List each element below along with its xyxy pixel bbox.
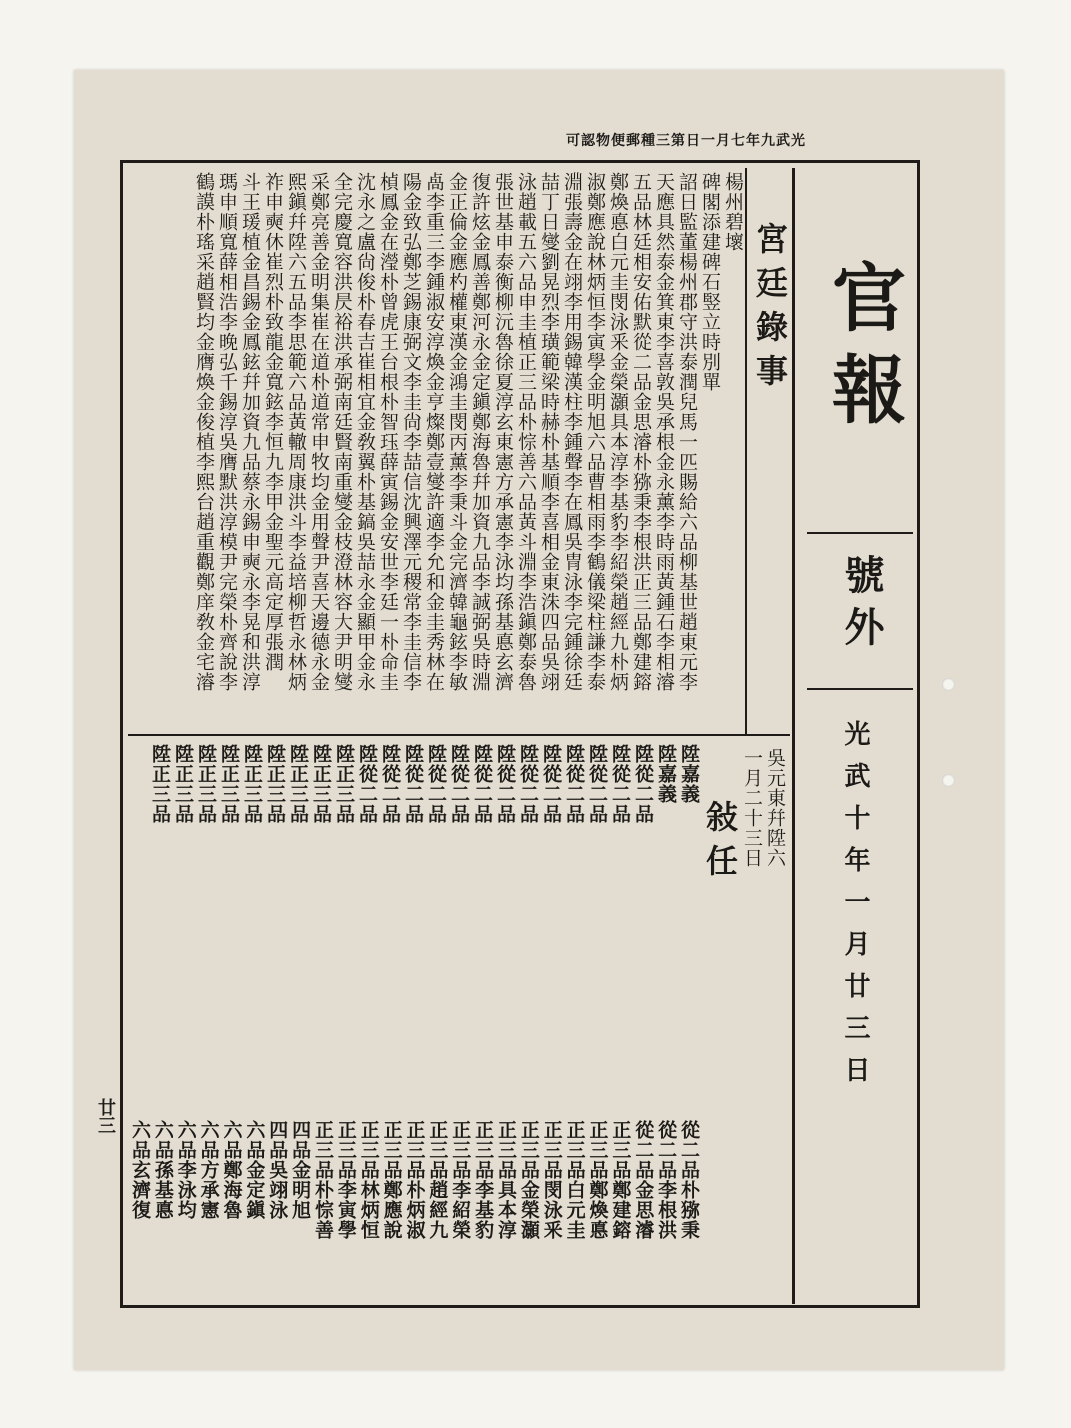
rank-promotion-column: 陞正三品 (310, 744, 332, 824)
court-text-column: 熙鎭幷陞六五品李思範六品黃轍周康洪斗李益培柳哲永林炳 (285, 172, 307, 692)
court-text-column: 卨李重三李鍾淑安淳煥金亨燦鄭壹燮許適李允和金圭秀林在 (423, 172, 445, 692)
court-text-column: 淑鄭應說林炳恒李寅學金明旭六品曹相雨李鶴儀梁柱謙李泰 (584, 172, 606, 692)
rank-appointee-column: 正三品林炳恒 (357, 1120, 380, 1240)
court-text-column: 鄭煥悳白元圭閔泳釆金榮灝具本淳李基豹李紹榮趙經九朴炳 (607, 172, 629, 692)
rank-appointee-columns (128, 1120, 700, 1300)
rank-appointee-column: 六品鄭海魯 (220, 1120, 243, 1220)
punch-holes (942, 678, 966, 798)
rank-promotion-column: 陞正三品 (195, 744, 217, 824)
issue-date: 光武十年一月廿三日 (840, 720, 870, 1098)
appointment-date-column: 吳元東幷陞六 (764, 748, 786, 868)
rank-promotion-columns (128, 744, 700, 844)
court-text-column: 喆丁日燮劉晃烈李璜範梁時赫朴基順李喜相金東洙四品吳翊 (538, 172, 560, 692)
appointment-date-column: 一月二十三日 (741, 748, 763, 868)
rank-appointee-column: 從二品金思濬 (632, 1120, 655, 1240)
court-text-column: 瑪申順寬薛相浩李晚弘千錫淳吳膺默洪淳模尹完榮朴齊說李 (216, 172, 238, 692)
rank-appointee-column: 六品方承憲 (197, 1120, 220, 1220)
section-divider-horizontal (128, 734, 790, 736)
punch-hole (942, 774, 955, 787)
rank-appointee-column: 正三品鄭煥悳 (586, 1120, 609, 1240)
rank-appointee-column: 六品金定鎭 (243, 1120, 266, 1220)
rank-appointee-column: 正三品鄭應說 (380, 1120, 403, 1240)
masthead (792, 168, 910, 1304)
rank-appointee-column: 六品孫基悳 (151, 1120, 174, 1220)
rank-appointee-column: 六品玄濟復 (129, 1120, 151, 1220)
rank-appointee-column: 四品吳翊泳 (266, 1120, 289, 1220)
rank-promotion-column: 陞正三品 (333, 744, 355, 824)
rank-promotion-column: 陞從二品 (379, 744, 401, 824)
rank-appointee-column: 正三品李紹榮 (449, 1120, 472, 1240)
rank-promotion-column: 陞正三品 (241, 744, 263, 824)
rank-promotion-column: 陞從二品 (402, 744, 424, 824)
court-text-column: 楨鳳金在瀅朴曾虎王台根朴智珏薛寅錫金安世李廷一朴命圭 (377, 172, 399, 692)
court-text-column: 采鄭亮善金明集崔在道朴道常申牧均金用聲尹喜天邊德永金 (308, 172, 330, 692)
newspaper-title: 官報 (820, 259, 906, 443)
postal-permit-note: 光武九年七月一日第三種郵便物認可 (566, 133, 806, 149)
rank-promotion-column: 陞嘉義 (678, 744, 700, 804)
court-text-column: 楊州碧壞 (722, 172, 744, 252)
rank-appointee-column: 六品李泳均 (174, 1120, 197, 1220)
rank-appointee-column: 四品金明旭 (289, 1120, 312, 1220)
rank-promotion-column: 陞從二品 (540, 744, 562, 824)
rank-appointee-column: 正三品具本淳 (495, 1120, 517, 1240)
punch-hole (942, 678, 955, 691)
court-text-column: 陽金致弘鄭芝錫康弼文李圭尙李喆信沈興澤元稷常李圭信李 (400, 172, 422, 692)
rank-promotion-column: 陞從二品 (425, 744, 447, 824)
court-text-column: 泳趙載五六品申圭植正三品朴悰善六品黃斗淵李浩鎭鄭泰魯 (515, 172, 537, 692)
court-text-column: 斗王瑗植金昌錫金鳳鉉幷加資九品蔡永錫申奭永李晃和洪淳 (239, 172, 261, 692)
section-divider-vertical (745, 168, 747, 736)
rank-appointee-column: 正三品白元圭 (563, 1120, 586, 1240)
rank-promotion-column: 陞從二品 (448, 744, 470, 824)
rank-appointee-column: 正三品金榮灝 (517, 1120, 540, 1240)
rank-appointee-column: 正三品朴悰善 (312, 1120, 334, 1240)
rank-promotion-column: 陞從二品 (609, 744, 631, 824)
title-block (807, 172, 913, 534)
rank-appointee-column: 正三品李寅學 (334, 1120, 357, 1240)
rank-promotion-column: 陞從二品 (471, 744, 493, 824)
court-text-column: 五品林廷相安佑默從二品金思濬朴猕秉李根洪正三品鄭建鎔 (630, 172, 652, 692)
rank-appointee-column: 正三品閔泳釆 (540, 1120, 563, 1240)
court-text-column: 鶴謨朴瑤采趙賢均金膺煥金俊植李熙台趙重觀鄭庠敎金宅濬 (193, 172, 215, 692)
rank-promotion-column: 陞正三品 (287, 744, 309, 824)
rank-promotion-column: 陞從二品 (563, 744, 585, 824)
court-text-column: 淵張壽金在翊李用錫韓漢柱李鍾聲李在鳳吳冑泳李完鍾徐廷 (561, 172, 583, 692)
rank-promotion-column: 陞從二品 (586, 744, 608, 824)
issue-label: 號外 (838, 554, 885, 658)
court-text-column: 詔日監董楊州郡守洪泰潤兒馬一匹賜給六品柳基世趙東元李 (676, 172, 698, 692)
issue-block (807, 538, 913, 690)
court-text-column: 張世基申泰衡柳沅魯徐夏淳玄東憲方承憲李泳均孫基悳玄濟 (492, 172, 514, 692)
rank-promotion-column: 陞從二品 (517, 744, 539, 824)
rank-promotion-column: 陞正三品 (264, 744, 286, 824)
rank-promotion-column: 陞從二品 (356, 744, 378, 824)
court-text-column: 沈永之盧尙俊朴春吉崔相宜金敎翼朴基鎬吳喆永金顯甲金永 (354, 172, 376, 692)
rank-promotion-column: 陞從二品 (632, 744, 654, 824)
rank-promotion-column: 陞從二品 (494, 744, 516, 824)
rank-appointee-column: 從二品朴猕秉 (678, 1120, 700, 1240)
rank-appointee-column: 正三品趙經九 (426, 1120, 449, 1240)
court-text-column: 祚申奭休崔烈朴致龍金寬鉉李恒九李甲金聖元高定厚張潤 (262, 172, 284, 672)
court-text-columns (132, 172, 744, 732)
rank-appointee-column: 正三品鄭建鎔 (609, 1120, 632, 1240)
appointment-section-title: 敍任 (701, 800, 739, 888)
rank-promotion-column: 陞正三品 (149, 744, 171, 824)
court-text-column: 全完慶寬容洪昃裕洪承弼南廷賢南重燮金枝澄林容大尹明燮 (331, 172, 353, 692)
rank-promotion-column: 陞嘉義 (655, 744, 677, 804)
rank-appointee-column: 正三品李基豹 (472, 1120, 495, 1240)
rank-promotion-column: 陞正三品 (218, 744, 240, 824)
court-section-title: 宮廷錄事 (751, 222, 789, 398)
court-text-column: 復許炫金鳳善鄭河永金定鎭鄭海魯幷加資九品李誠弼吳時淵 (469, 172, 491, 692)
court-text-column: 碑閣添建碑石竪立時別單 (699, 172, 721, 392)
court-text-column: 天應具然泰金箕東李喜敦吳承根金永薰李時雨黃鍾石李相濬 (653, 172, 675, 692)
rank-promotion-column: 陞正三品 (172, 744, 194, 824)
court-text-column: 金正倫金應杓權東漢金鴻圭閔丙薰李秉斗金完濟韓龜鉉李敏 (446, 172, 468, 692)
page-number: 廿三 (95, 1098, 116, 1134)
rank-appointee-column: 從二品李根洪 (655, 1120, 678, 1240)
appointment-date-columns (740, 748, 786, 988)
rank-appointee-column: 正三品朴炳淑 (403, 1120, 426, 1240)
